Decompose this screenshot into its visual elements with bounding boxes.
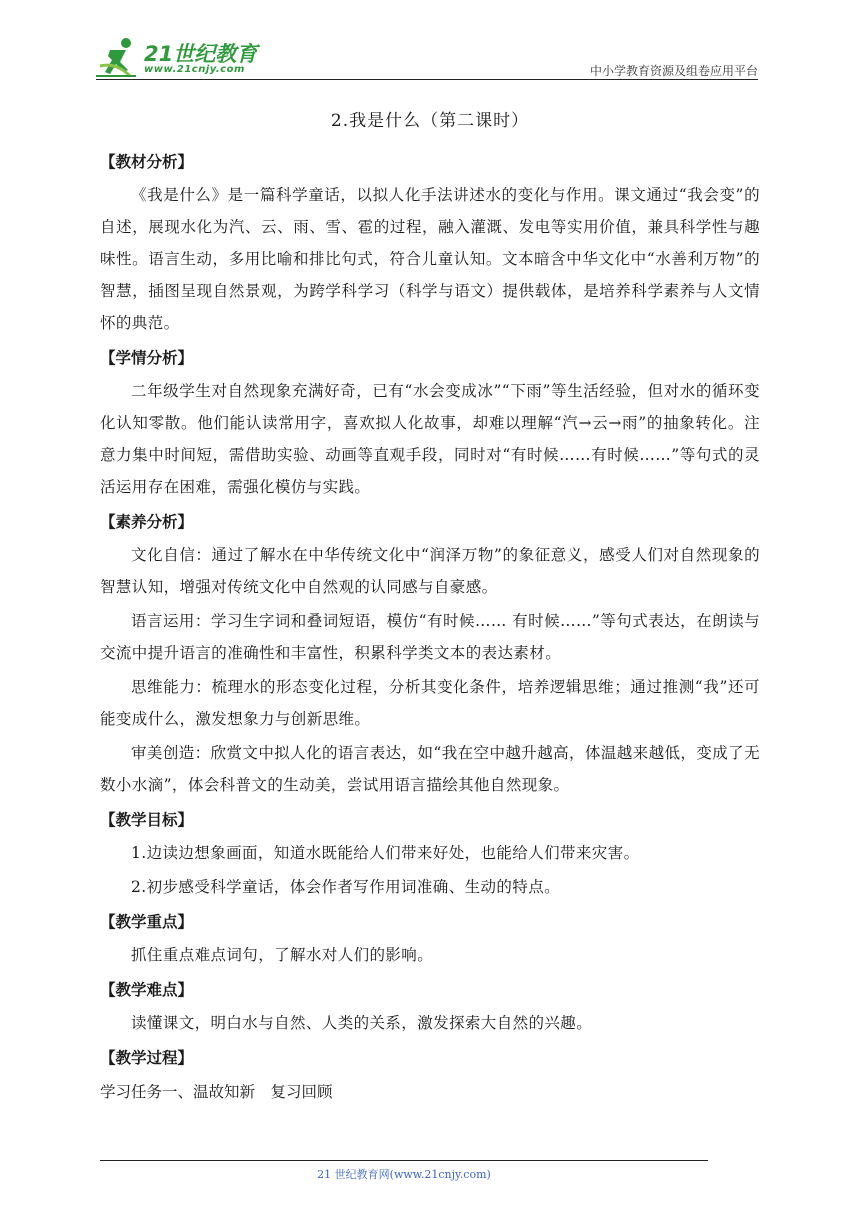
literacy-paragraph: 审美创造：欣赏文中拟人化的语言表达，如“我在空中越升越高，体温越来越低，变成了无数小水滴”，体会科普文的生动美，尝试用语言描绘其他自然现象。 bbox=[100, 744, 760, 794]
section-heading-goals: 【教学目标】 bbox=[100, 811, 194, 829]
key-point-paragraph: 抓住重点难点词句，了解水对人们的影响。 bbox=[131, 946, 434, 964]
goal-item: 2.初步感受科学童话，体会作者写作用词准确、生动的特点。 bbox=[131, 878, 560, 896]
page-title: 2.我是什么（第二课时） bbox=[330, 111, 530, 131]
literacy-paragraph: 思维能力：梳理水的形态变化过程，分析其变化条件，培养逻辑思维；通过推测“我”还可能变成什么，激发想象力与创新思维。 bbox=[100, 678, 760, 728]
section-heading-process: 【教学过程】 bbox=[100, 1049, 194, 1067]
footer-link[interactable]: 21 世纪教育网(www.21cnjy.com) bbox=[317, 1168, 491, 1181]
section-heading-learners: 【学情分析】 bbox=[100, 349, 194, 367]
brand-name: 21世纪教育 bbox=[144, 42, 258, 66]
section-heading-literacy: 【素养分析】 bbox=[100, 513, 194, 531]
section-heading-textbook: 【教材分析】 bbox=[100, 153, 194, 171]
section-heading-key-points: 【教学重点】 bbox=[100, 913, 194, 931]
page-header bbox=[96, 36, 758, 80]
header-divider bbox=[96, 79, 758, 80]
difficulty-paragraph: 读懂课文，明白水与自然、人类的关系，激发探索大自然的兴趣。 bbox=[131, 1014, 593, 1032]
footer-divider bbox=[100, 1160, 708, 1161]
brand-url: www.21cnjy.com bbox=[144, 64, 245, 75]
goal-item: 1.边读边想象画面，知道水既能给人们带来好处，也能给人们带来灾害。 bbox=[131, 844, 640, 862]
literacy-paragraph: 文化自信：通过了解水在中华传统文化中“润泽万物”的象征意义，感受人们对自然现象的智慧认知，增强对传统文化中自然观的认同感与自豪感。 bbox=[100, 546, 760, 596]
section-heading-difficulties: 【教学难点】 bbox=[100, 981, 194, 999]
runner-logo-icon bbox=[96, 36, 142, 80]
learning-task-title: 学习任务一、温故知新 复习回顾 bbox=[100, 1083, 333, 1101]
platform-name: 中小学教育资源及组卷应用平台 bbox=[589, 64, 758, 78]
brand-logo bbox=[96, 36, 266, 80]
learners-paragraph: 二年级学生对自然现象充满好奇，已有“水会变成冰”“下雨”等生活经验，但对水的循环变化认知零散。他们能认读常用字，喜欢拟人化故事，却难以理解“汽→云→雨”的抽象转化。注意力集中时间短，需借助实验、动画等直观手段，同时对“有时候……有时候……”等句式的灵活运用存在困难，需强化模仿与实践。 bbox=[100, 382, 760, 496]
document-body bbox=[100, 106, 760, 1109]
literacy-paragraph: 语言运用：学习生字词和叠词短语，模仿“有时候…… 有时候……”等句式表达，在朗读与交流中提升语言的准确性和丰富性，积累科学类文本的表达素材。 bbox=[100, 612, 760, 662]
textbook-paragraph: 《我是什么》是一篇科学童话，以拟人化手法讲述水的变化与作用。课文通过“我会变”的自述，展现水化为汽、云、雨、雪、雹的过程，融入灌溉、发电等实用价值，兼具科学性与趣味性。语言生动，多用比喻和排比句式，符合儿童认知。文本暗含中华文化中“水善利万物”的智慧，插图呈现自然景观，为跨学科学习（科学与语文）提供载体，是培养科学素养与人文情怀的典范。 bbox=[100, 186, 760, 332]
